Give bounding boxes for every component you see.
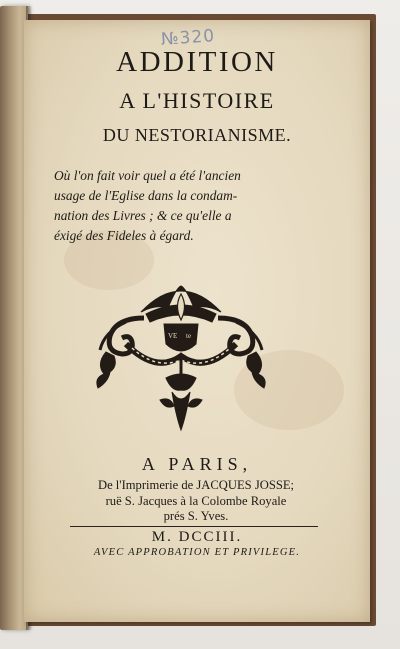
subtitle-line: nation des Livres ; & ce qu'elle a (54, 208, 232, 223)
svg-text:te: te (186, 332, 192, 340)
subtitle-line: usage de l'Eglise dans la condam- (54, 188, 238, 203)
printer-device-ornament-icon (86, 274, 276, 432)
imprint-line: De l'Imprimerie de JACQUES JOSSE; (97, 478, 295, 492)
title-line-3: DU NESTORIANISME. (102, 125, 292, 145)
imprint-line: prés S. Yves. (163, 509, 229, 523)
subtitle-line: éxigé des Fideles à égard. (54, 228, 194, 243)
privilege-statement: AVEC APPROBATION ET PRIVILEGE. (93, 547, 301, 558)
pencil-inventory-number: №320 (160, 26, 216, 50)
horizontal-rule (70, 526, 318, 527)
subtitle (54, 166, 344, 246)
imprint-line: ruë S. Jacques à la Colombe Royale (105, 493, 287, 508)
subtitle-line: Où l'on fait voir quel a été l'ancien (54, 168, 241, 183)
imprint (44, 478, 348, 525)
title-line-2: A L'HISTOIRE (119, 88, 275, 113)
imprint-city: A PARIS, (141, 454, 253, 474)
title-page (24, 20, 370, 622)
publication-year: M. DCCIII. (151, 529, 243, 545)
title-line-1: ADDITION (116, 46, 278, 78)
svg-text:VE: VE (168, 332, 178, 340)
